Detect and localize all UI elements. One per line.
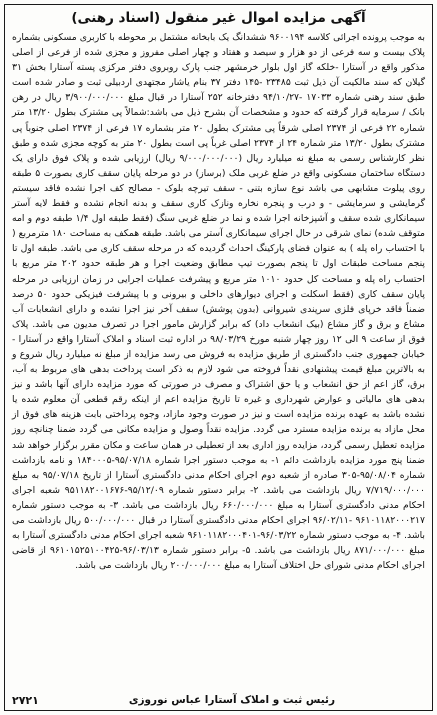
signatory-name: رئیس ثبت و املاک آستارا عباس نوروزی: [128, 694, 336, 706]
signature-row: [12, 693, 425, 708]
advertisement-frame: [4, 4, 433, 711]
page-title: آگهی مزایده اموال غیر منقول (اسناد رهنی): [71, 10, 366, 26]
ad-code: ۲۷۲۱: [12, 694, 39, 707]
auction-notice-body: به موجب پرونده اجرائی کلاسه ۹۶۰۰۱۹۴ ششدانگ یک بابخانه مشتمل بر محوطه با کاربری مسکونی بشماره پلاک بیست و سه فرعی از دو هزار و سیصد و هفتاد و چهار اصلی مفروز و مجزی شده از فرعی از اصلی مذکور واقع در آستارا -خلکه گاز اول بلوار خرمشهر جنب پارک روبروی دفتر مرکزی پسته آستارا بخش ۳۱ گیلان که سند مالکیت آن ذیل ثبت ۲۳۴۸۵ -۱۴۵ دفتر ۳۷ بنام یاشار مجتهدی اردبیلی ثبت و صادر شده است طبق سند رهنی شماره ۱۷۰۳۳ -۹۴/۱۰/۲۷ دفترخانه ۲۵۲ آستارا در قبال مبلغ ۳/۹۰۰/۰۰۰/۰۰۰ ریال در رهن بانک / سرمایه قرار گرفته که حدود و مشخصات آن بشرح ذیل می باشد:شمالاً پی مشترک بطول ۱۳/۲۰ متر شماره ۲۲ فرعی از ۲۳۷۴ اصلی شرقاً پی مشترک بطول ۲۰ متر بشماره ۱۷ فرعی از ۲۳۷۴ اصلی جنوباً پی مشترک بطول ۱۳/۲۰ متر شماره ۲۴ از ۲۳۷۴ اصلی غرباً پی است بطول ۲۰ متر به کوچه مجزی شده و طبق نظر کارشناس رسمی به مبلغ نه میلیارد ریال (۹/۰۰۰/۰۰۰/۰۰۰ ریال) ارزیابی شده و پلاک فوق دارای یک دستگاه ساختمان مسکونی واقع در ضلع غربی ملک (برساز) در دو مرحله پایان سقف کاری بصورت ۵ طبقه روی پیلوت مشابهی می باشد نوع سازه بتنی - سقف تیرچه بلوک - مصالح کف اجرا نشده فاقد سیستم گرمایشی و سرمایشی - و درب و پنجره نخاره ونازک کاری سقف و بدنه انجام نشده و فقط لایه آستر سیمانکاری شده سقف و آشپزخانه اجرا شده و نما در ضلع غربی سنگ (فقط طبقه اول ۱/۴ طبقه دوم و امه متوقف شده) نمای شرقی در حال اجرای سیمانکاری آستر می باشد. طبقه همکف به مساحت ۱۸۰ مترمربع ( با احتساب راه پله ) به عنوان فضای پارکینگ احداث گردیده که در مرحله سقف کاری می باشد. طبقه اول تا پنجم مساحت طبقات اول تا پنجم بصورت تیپ مطابق وضعیت اجرا و هر طبقه حدود ۲۰۲ متر مربع با احتساب راه پله و مساحت کل حدود ۱۰۱۰ متر مربع و پیشرفت عملیات اجرایی در زمان ارزیابی در مرحله پایان سقف کاری (فقط اسکلت و اجرای دیوارهای داخلی و بیرونی و با پیشرفت فیزیکی حدود ۵۰ درصد ضمناً فاقد خرپای فلزی سرپندی شیروانی (بدون پوشش) سقف آخر نیز اجرا نشده و دارای انشعابات آب مشاع و برق و گاز مشاع (بیک انشعاب داد) که برابر گزارش مامور اجرا در تصرف مدیون می باشد. پلاک فوق از ساعت ۹ الی ۱۲ روز چهار شنبه مورخ ۹۸/۰۳/۲۹ در اداره ثبت اسناد و املاک آستارا واقع در آستارا - خیابان جمهوری جنب دادگستری از طریق مزایده به فروش می رسد مزایده از مبلغ نه میلیارد ریال شروع و به بالاترین مبلغ قیمت پیشنهادی نقداً فروخته می شود لازم به ذکر است پرداخت بدهی های مربوط به آب، برق، گاز اعم از حق انشعاب و یا حق اشتراک و مصرف در صورتی که مورد مزایده دارای آنها باشد و نیز بدهی های مالیاتی و عوارض شهرداری و غیره تا تاریخ مزایده اعم از اینکه رقم قطعی آن معلوم شده یا نشده باشد به عهده برنده مزایده است و نیز در صورت وجود مازاد، وجوه پرداختی بابت هزینه های فوق از محل مازاد به برنده مزایده مسترد می گردد. مزایده نقداً وصول و مزایده مکانی می گردد ضمنا چنانچه روز مزایده تعطیل رسمی گردد، مزایده روز اداری بعد از تعطیلی در همان ساعت و مکان مقرر برگزار خواهد شد ضمنا پنج مورد مزایده بازداشت دائم ۱- به موجب دستور اجرا شماره ۹۵/۰۷/۱۸-۱۸۴۰۰۰۵ و نامه بازداشت شماره ۹۵/۰۸/۰۴-۳۰۵ صادره از شعبه دوم اجرای احکام مدنی دادگستری آستارا از تاریخ ۹۵/۰۷/۱۸ به مبلغ ۷/۷۱۹/۰۰۰/۰۰۰ ریال بازداشت می باشد. ۲- برابر دستور شماره ۹۵/۱۲/۰۹-۹۵۱۱۸۲۰۰۱۶۷۶ شعبه اجرای احکام مدنی دادگستری آستارا به مبلغ ۶۶۰/۰۰۰/۰۰۰ ریال بازداشت می باشد. ۳- به موجب دستور شماره ۹۶۱۰۱۱۸۲۰۰۰۲۱۷ -۹۶/۰۲/۱۱ اجرای احکام مدنی دادگستری آستارا در قبال ۵۰۰/۰۰۰/۰۰۰ ریال بازداشت می باشد. ۴- به موجب دستور شماره ۹۶/۰۳/۲۲-۹۶۱۰۱۱۸۲۰۰۰۴۰۱ شعبه اجرای احکام مدنی دادگستری آستارا به مبلغ ۸۷۱/۰۰۰/۰۰۰ ریال بازداشت می باشد. ۵- برابر دستور شماره ۹۶/۰۳/۱۳-۹۶۱۰۱۵۲۵۱۰۰۴۲۵ از قاضی اجرای احکام مدنی شورای حل اختلاف آستارا به مبلغ ۲۰۰/۰۰۰/۰۰۰ ریال بازداشت می باشد.: [12, 32, 426, 572]
